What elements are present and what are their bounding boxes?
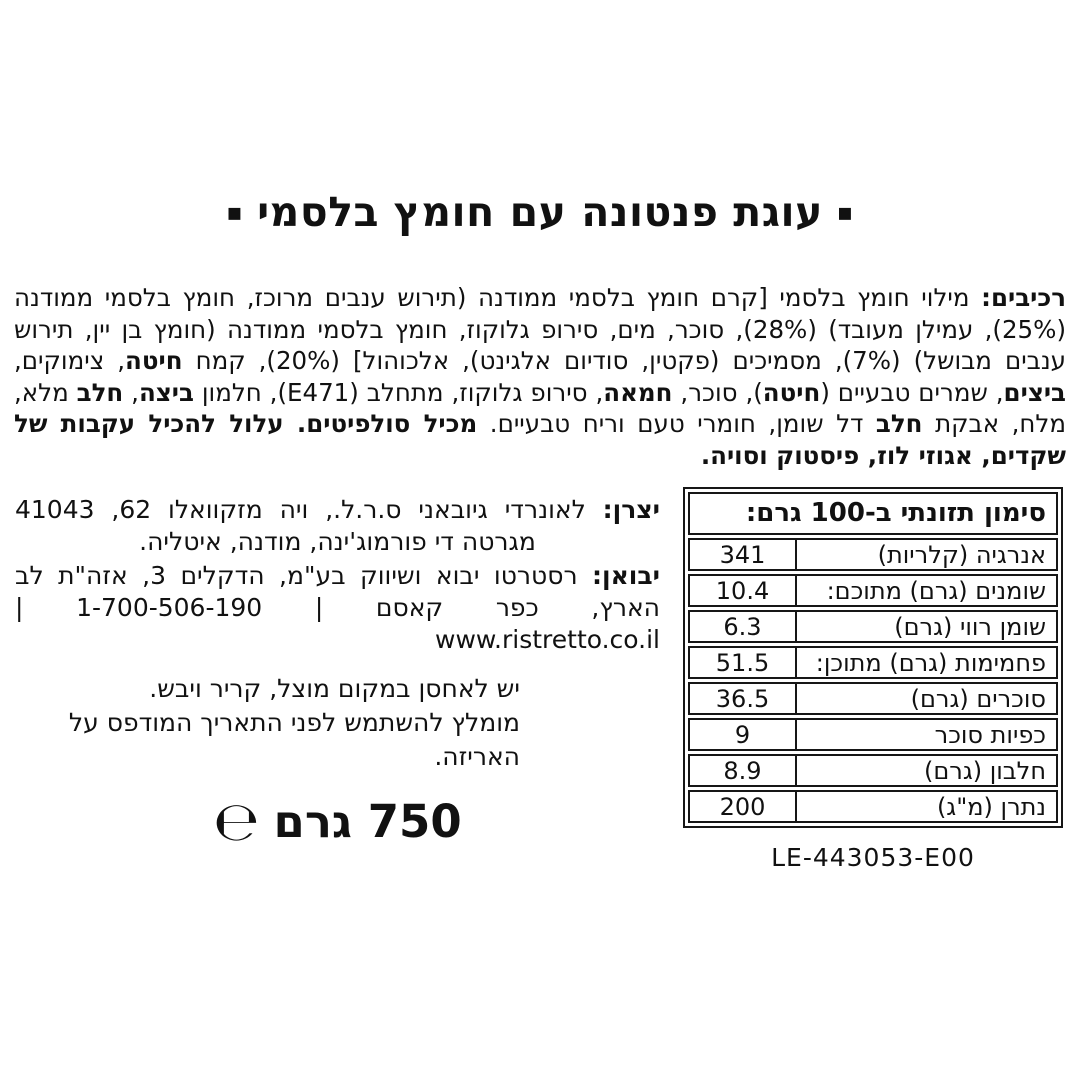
text-segment: ), סוכר,: [672, 377, 763, 407]
title-bullet-icon: ▪: [226, 198, 244, 226]
nutrition-label-cell: כפיות סוכר: [934, 720, 1046, 749]
nutrition-table-row: [688, 682, 1058, 715]
text-segment: רכיבים:: [981, 283, 1066, 312]
nutrition-value-cell: 8.9: [690, 756, 797, 785]
text-segment: ביצה: [138, 377, 194, 407]
nutrition-value-cell: 6.3: [690, 612, 797, 641]
product-title-text: עוגת פנטונה עם חומץ בלסמי: [257, 188, 823, 236]
nutrition-label-cell: נתרן (מ"ג): [936, 792, 1046, 821]
text-segment: , סירופ גלוקוז, מתחלב (E471), חלמון: [193, 377, 604, 407]
net-weight: [15, 790, 660, 853]
text-segment: ,: [123, 377, 139, 407]
text-segment: יצרן:: [602, 495, 660, 524]
product-code: LE-443053-E00: [771, 843, 975, 872]
nutrition-value-cell: 341: [690, 540, 797, 569]
nutrition-value-cell: 10.4: [690, 576, 797, 605]
text-segment: חלב: [875, 409, 923, 438]
text-segment: חלב: [76, 377, 124, 407]
text-segment: דל שומן, חומרי טעם וריח טבעיים.: [477, 409, 876, 438]
importer-info: [15, 560, 660, 656]
nutrition-label-cell: פחמימות (גרם) מתוכן:: [815, 648, 1046, 677]
nutrition-label-cell: סוכרים (גרם): [910, 684, 1046, 713]
nutrition-value-cell: 36.5: [690, 684, 797, 713]
nutrition-table: [683, 487, 1063, 828]
ingredients-paragraph: [14, 282, 1066, 471]
nutrition-value-cell: 200: [690, 792, 797, 821]
text-segment: , שמרים טבעיים (: [820, 377, 1004, 407]
nutrition-table-row: [688, 754, 1058, 787]
nutrition-table-header: סימון תזונתי ב-100 גרם:: [688, 492, 1058, 535]
nutrition-table-row: [688, 718, 1058, 751]
text-segment: ביצים: [1003, 377, 1066, 407]
text-segment: מכיל סולפיטים. עלול להכיל עקבות של שקדים, אגוזי לוז, פיסטוק וסויה.: [14, 409, 1066, 470]
storage-line-2: מומלץ להשתמש לפני התאריך המודפס על האריזה.: [68, 708, 520, 771]
text-segment: מילוי חומץ בלסמי [קרם חומץ בלסמי ממודנה (תירוש ענבים מרוכז, חומץ בלסמי ממודנה (25%), עמילן מעובד) (28%), סוכר, מים, סירופ גלוקוז, חומץ בלסמי ממודנה (חומץ בן יין, תירוש ענבים מבושל) (7%), מסמיכים (פקטין, סודיום אלגינט), אלכוהול] (20%), קמח: [14, 283, 1066, 375]
text-segment: , צימוקים,: [14, 346, 126, 375]
nutrition-table-row: [688, 538, 1058, 571]
text-segment: חיטה: [762, 377, 821, 407]
title-bullet-icon: ▪: [836, 198, 854, 226]
nutrition-value-cell: 9: [690, 720, 797, 749]
nutrition-table-row: [688, 610, 1058, 643]
nutrition-label-cell: שומנים (גרם) מתוכם:: [826, 576, 1046, 605]
nutrition-table-row: [688, 646, 1058, 679]
product-title: [0, 188, 1080, 236]
text-segment: לאונרדי גיובאני ס.ר.ל., ויה מזקוואלו 62, 41043 מגרטה די פורמוג'ינה, מודנה, איטליה.: [15, 495, 603, 556]
text-segment: יבואן:: [592, 561, 660, 590]
text-segment: רסטרטו יבוא ושיווק בע"מ, הדקלים 3, אזה"ת לב הארץ, כפר קאסם | 1-700-506-190 | www.ristretto.co.il: [15, 561, 660, 654]
text-segment: חמאה: [603, 377, 673, 407]
net-weight-value: 750 גרם: [273, 795, 462, 848]
producer-info: [15, 494, 660, 558]
nutrition-label-cell: אנרגיה (קלריות): [877, 540, 1046, 569]
nutrition-table-row: [688, 574, 1058, 607]
estimated-sign-icon: ℮: [213, 790, 260, 853]
nutrition-label-cell: חלבון (גרם): [924, 756, 1046, 785]
text-segment: חיטה: [125, 346, 183, 375]
storage-line-1: יש לאחסן במקום מוצל, קריר ויבש.: [149, 674, 520, 703]
nutrition-value-cell: 51.5: [690, 648, 797, 677]
text-segment: מלא, מלח, אבקת: [14, 377, 1066, 438]
nutrition-table-row: [688, 790, 1058, 823]
storage-instructions: [15, 672, 520, 774]
nutrition-label-cell: שומן רווי (גרם): [894, 612, 1046, 641]
